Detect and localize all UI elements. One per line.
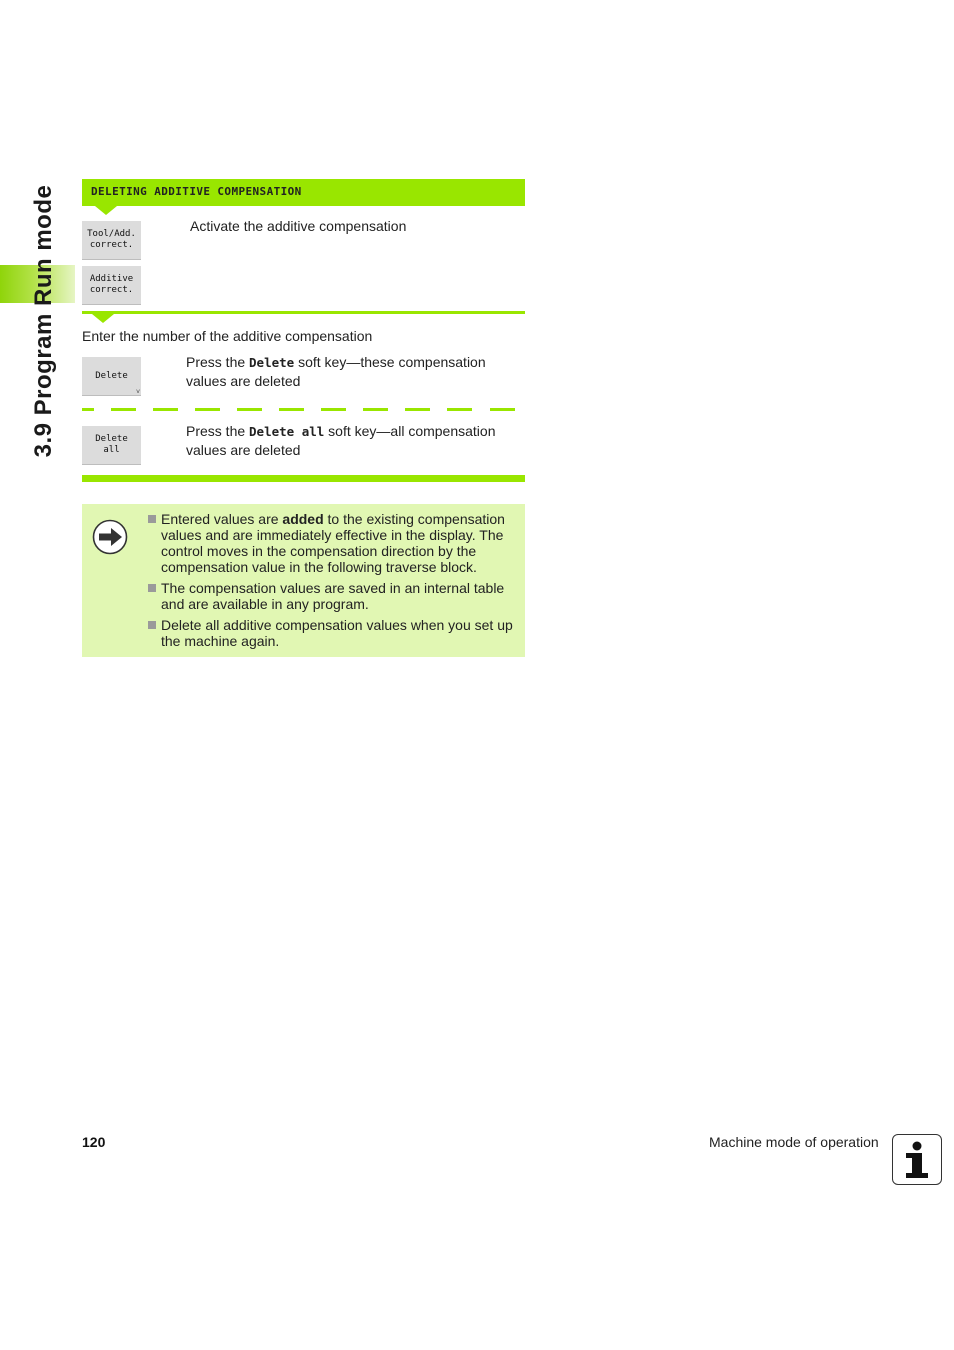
softkey-additive-correct[interactable]: Additive correct.	[82, 266, 141, 305]
section-end-bar	[82, 475, 525, 482]
step-divider	[82, 311, 525, 314]
dash-separator	[279, 408, 304, 411]
softkey-delete-all[interactable]: Delete all	[82, 426, 141, 465]
softkey-corner-mark: ˅	[136, 389, 141, 396]
option1-key-name: Delete	[249, 355, 295, 370]
note-item	[161, 511, 516, 575]
bullet-square-icon	[148, 584, 156, 592]
note-item3-text: Delete all additive compensation values when you set up the machine again.	[161, 617, 513, 649]
bullet-square-icon	[148, 621, 156, 629]
dash-separator	[490, 408, 515, 411]
bullet-square-icon	[148, 515, 156, 523]
option2-text-after: soft key—all compensation values are deleted	[186, 423, 496, 458]
option2-instruction	[186, 422, 516, 459]
option1-text-after: soft key—these compensation values are deleted	[186, 354, 486, 389]
note-item1-text-before: Entered values are	[161, 511, 283, 527]
option1-text-before: Press the	[186, 354, 250, 370]
page-number: 120	[82, 1134, 106, 1150]
arrow-right-icon	[92, 519, 128, 560]
note-item1-text-after: to the existing compensation values and are immediately effective in the display. The control moves in the compensation direction by the compensation value in the following traverse block.	[161, 511, 505, 575]
info-icon	[892, 1134, 942, 1185]
dash-separator	[447, 408, 472, 411]
note-item	[161, 617, 516, 649]
footer-chapter: Machine mode of operation	[709, 1134, 879, 1150]
dash-separator	[321, 408, 346, 411]
note-box	[82, 504, 525, 657]
option2-text-before: Press the	[186, 423, 250, 439]
step-marker-icon	[95, 206, 117, 215]
option1-instruction	[186, 353, 516, 390]
dash-separator	[153, 408, 178, 411]
step-marker-icon	[92, 314, 114, 323]
dash-separator	[195, 408, 220, 411]
chapter-title-text: 3.9 Program Run mode	[30, 184, 57, 458]
step1-instruction: Activate the additive compensation	[190, 218, 407, 234]
option2-key-name: Delete all	[249, 424, 325, 439]
dash-separator	[405, 408, 430, 411]
step2-instruction: Enter the number of the additive compensation	[82, 328, 373, 344]
dash-separator	[82, 408, 94, 411]
note-item1-emphasis: added	[282, 511, 324, 527]
note-item2-text: The compensation values are saved in an internal table and are available in any program.	[161, 580, 505, 612]
section-header-text: DELETING ADDITIVE COMPENSATION	[91, 185, 302, 198]
dash-separator	[363, 408, 388, 411]
section-header	[82, 179, 525, 206]
dash-separator	[111, 408, 136, 411]
chapter-title	[24, 180, 64, 462]
note-item	[161, 580, 516, 612]
softkey-delete[interactable]: Delete	[82, 357, 141, 396]
softkey-tool-add-correct[interactable]: Tool/Add. correct.	[82, 221, 141, 260]
dash-separator	[237, 408, 262, 411]
